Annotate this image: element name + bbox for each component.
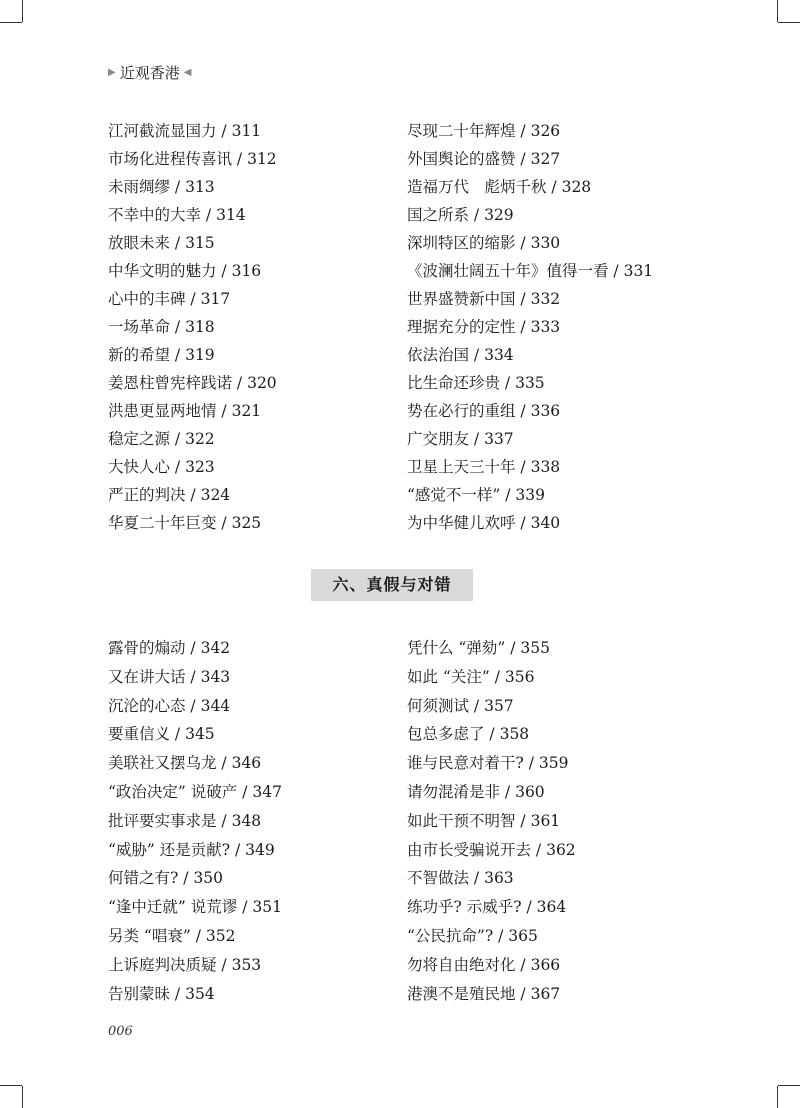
crop-mark: [22, 1086, 23, 1108]
toc-entry: 另类 “唱衰” / 352: [108, 926, 236, 945]
toc-entry: 露骨的煽动 / 342: [108, 639, 231, 657]
toc-entry: 谁与民意对着干? / 359: [407, 754, 569, 773]
triangle-left-icon: ◀: [183, 67, 192, 78]
toc-entry: 何须测试 / 357: [407, 696, 514, 715]
toc-entry: 新的希望 / 319: [108, 346, 215, 364]
toc-entry: 如此 “关注” / 356: [407, 667, 535, 686]
toc-section2-left: [108, 634, 282, 1008]
toc-entry: “逢中迁就” 说荒谬 / 351: [108, 898, 282, 917]
toc-entry: 告别蒙昧 / 354: [108, 984, 215, 1003]
toc-entry: 未雨绸缪 / 313: [108, 178, 215, 196]
toc-entry: 何错之有? / 350: [108, 869, 223, 888]
triangle-right-icon: ▶: [108, 67, 116, 78]
toc-entry: 包总多虑了 / 358: [407, 725, 530, 744]
section-title: 六、真假与对错: [311, 569, 473, 601]
toc-entry: 港澳不是殖民地 / 367: [407, 984, 561, 1003]
toc-entry: 中华文明的魅力 / 316: [108, 262, 262, 280]
toc-entry: 不智做法 / 363: [407, 869, 514, 888]
toc-entry: 国之所系 / 329: [407, 206, 514, 224]
toc-entry: 又在讲大话 / 343: [108, 667, 231, 686]
toc-entry: 造福万代 彪炳千秋 / 328: [407, 178, 592, 196]
toc-entry: 华夏二十年巨变 / 325: [108, 514, 262, 532]
crop-mark: [0, 1085, 22, 1086]
crop-mark: [777, 1086, 778, 1108]
toc-entry: 如此干预不明智 / 361: [407, 811, 561, 830]
toc-entry: 依法治国 / 334: [407, 346, 514, 364]
toc-entry: 批评要实事求是 / 348: [108, 811, 262, 830]
toc-entry: 放眼未来 / 315: [108, 234, 215, 252]
toc-entry: 凭什么 “弹劾” / 355: [407, 639, 550, 657]
crop-mark: [0, 22, 22, 23]
toc-entry: 勿将自由绝对化 / 366: [407, 955, 561, 974]
toc-entry: 尽现二十年辉煌 / 326: [407, 122, 561, 140]
toc-entry: 美联社又摆乌龙 / 346: [108, 754, 262, 773]
toc-entry: 深圳特区的缩影 / 330: [407, 234, 561, 252]
toc-entry: 练功乎? 示威乎? / 364: [407, 898, 567, 917]
toc-entry: 大快人心 / 323: [108, 458, 215, 476]
toc-entry: 不幸中的大幸 / 314: [108, 206, 246, 224]
toc-section2-right: [407, 634, 576, 1008]
toc-section1-left: [108, 117, 277, 537]
toc-entry: 心中的丰碑 / 317: [108, 290, 231, 308]
toc-entry: 稳定之源 / 322: [108, 430, 215, 448]
toc-entry: 比生命还珍贵 / 335: [407, 374, 545, 392]
toc-entry: 沉沦的心态 / 344: [108, 696, 231, 715]
toc-entry: 上诉庭判决质疑 / 353: [108, 955, 262, 974]
toc-entry: 洪患更显两地情 / 321: [108, 402, 262, 420]
toc-entry: “威胁” 还是贡献? / 349: [108, 840, 275, 859]
toc-section1-right: [407, 117, 653, 537]
toc-entry: 严正的判决 / 324: [108, 486, 231, 504]
toc-entry: 外国舆论的盛赞 / 327: [407, 150, 561, 168]
crop-mark: [778, 22, 800, 23]
toc-entry: 势在必行的重组 / 336: [407, 402, 561, 420]
toc-entry: 卫星上天三十年 / 338: [407, 458, 561, 476]
toc-entry: “感觉不一样” / 339: [407, 486, 546, 504]
toc-entry: 要重信义 / 345: [108, 725, 215, 744]
crop-mark: [777, 0, 778, 22]
toc-entry: 江河截流显国力 / 311: [108, 122, 262, 140]
toc-entry: 市场化进程传喜讯 / 312: [108, 150, 277, 168]
crop-mark: [22, 0, 23, 22]
toc-entry: 请勿混淆是非 / 360: [407, 782, 545, 801]
toc-entry: 由市长受骗说开去 / 362: [407, 840, 576, 859]
toc-entry: 世界盛赞新中国 / 332: [407, 290, 561, 308]
page-number: 006: [108, 1024, 133, 1039]
toc-entry: “政治决定” 说破产 / 347: [108, 782, 282, 801]
book-title: 近观香港: [119, 64, 180, 82]
toc-entry: 姜恩柱曾宪梓践诺 / 320: [108, 374, 277, 392]
crop-mark: [778, 1085, 800, 1086]
running-head: [108, 62, 191, 83]
toc-entry: 《波澜壮阔五十年》值得一看 / 331: [407, 262, 654, 280]
toc-entry: 理据充分的定性 / 333: [407, 318, 561, 336]
toc-entry: 为中华健儿欢呼 / 340: [407, 514, 561, 532]
toc-entry: “公民抗命”? / 365: [407, 926, 538, 945]
toc-entry: 一场革命 / 318: [108, 318, 215, 336]
toc-entry: 广交朋友 / 337: [407, 430, 514, 448]
